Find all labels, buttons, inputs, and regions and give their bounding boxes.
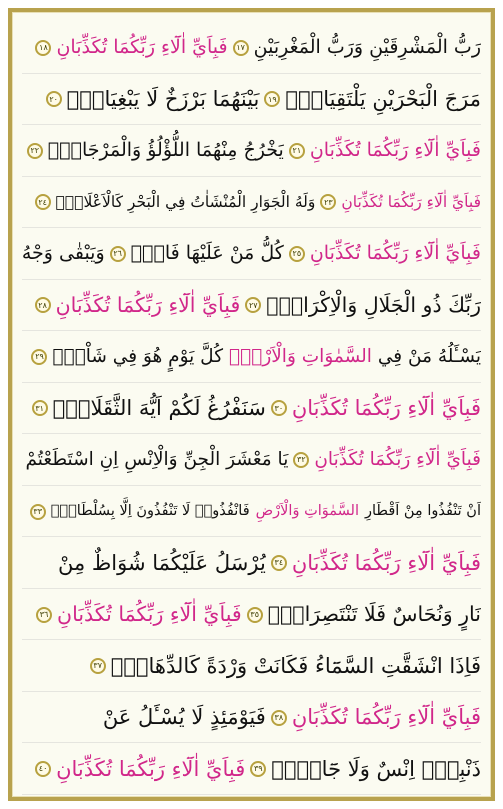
highlighted-phrase: فَبِاَيِّ اٰلَٓاءِ رَبِّكُمَا تُكَذِّبَانِ [341,193,481,212]
verse-text: يَسْـَٔلُهُ مَنْ فِي [377,345,481,367]
verse-line [22,692,481,744]
verse-text: فَانْفُذُواۜ لَا تَنْفُذُونَ اِلَّا بِسُلْطَانٍۚ [50,502,250,519]
verse-line [22,640,481,692]
verse-line [22,589,481,641]
verse-line [22,434,481,486]
highlighted-phrase: فَبِاَيِّ اٰلَٓاءِ رَبِّكُمَا تُكَذِّبَانِ [291,705,481,730]
ayah-number-marker: ٢٢ [27,143,43,159]
ayah-number-marker: ٢٨ [35,297,51,313]
highlighted-phrase: فَبِاَيِّ اٰلَٓاءِ رَبِّكُمَا تُكَذِّبَانِ [309,242,481,265]
verse-line [22,125,481,177]
ayah-number-marker: ٣٧ [90,658,106,674]
verse-text: سَنَفْرُغُ لَكُمْ اَيُّهَ الثَّقَلَانِۚ [52,395,266,420]
verse-text: رَبُّ الْمَشْرِقَيْنِ وَرَبُّ الْمَغْرِبَيْنِ [253,36,481,59]
highlighted-phrase: فَبِاَيِّ اٰلَٓاءِ رَبِّكُمَا تُكَذِّبَانِ [291,550,481,575]
ayah-number-marker: ٢٣ [320,194,336,210]
verse-text: يَا مَعْشَرَ الْجِنِّ وَالْاِنْسِ اِنِ اسْتَطَعْتُمْ [25,448,289,470]
ayah-number-marker: ٣٨ [271,710,287,726]
ayah-number-marker: ٣٦ [36,607,52,623]
verse-text: ذَنْبِه۪ٓ اِنْسٌ وَلَا جَٓانٌّۚ [271,756,481,781]
page-frame [8,8,495,801]
verse-line [22,177,481,229]
verse-line [22,486,481,538]
ayah-number-marker: ٢٥ [289,246,305,262]
verse-line [22,22,481,74]
verse-line [22,743,481,795]
verse-text: وَلَهُ الْجَوَارِ الْمُنْشَاٰتُ فِي الْبَحْرِ كَالْاَعْلَامِۚ [55,193,316,212]
ayah-number-marker: ٢٠ [46,91,62,107]
verse-line [22,331,481,383]
verse-line [22,383,481,435]
verse-line [22,537,481,589]
highlighted-phrase: فَبِاَيِّ اٰلَٓاءِ رَبِّكُمَا تُكَذِّبَانِ [291,395,481,420]
highlighted-phrase: فَبِاَيِّ اٰلَٓاءِ رَبِّكُمَا تُكَذِّبَانِ [57,602,242,627]
ayah-number-marker: ٣١ [32,400,48,416]
verse-line [22,280,481,332]
verse-text: بَيْنَهُمَا بَرْزَخٌ لَا يَبْغِيَانِۚ [66,86,260,111]
verse-text: كُلَّ يَوْمٍ هُوَ فِي شَاْنٍۚ [52,345,224,367]
ayah-number-marker: ٣٠ [271,400,287,416]
highlighted-phrase: السَّمٰوَاتِ وَالْاَرْضِۜ [229,345,372,367]
verse-text: فَاِذَا انْشَقَّتِ السَّمَٓاءُ فَكَانَتْ وَرْدَةً كَالدِّهَانِۚ [110,653,481,678]
ayah-number-marker: ٢٧ [245,297,261,313]
verse-line [22,228,481,280]
highlighted-phrase: فَبِاَيِّ اٰلَٓاءِ رَبِّكُمَا تُكَذِّبَانِ [314,448,481,470]
ayah-number-marker: ٣٢ [293,452,309,468]
ayah-number-marker: ٣٩ [250,761,266,777]
verse-text: رَبِّكَ ذُو الْجَلَالِ وَالْاِكْرَامِۚ [266,293,481,318]
highlighted-phrase: السَّمٰوَاتِ وَالْاَرْضِ [255,502,360,519]
ayah-number-marker: ١٩ [264,91,280,107]
highlighted-phrase: فَبِاَيِّ اٰلَٓاءِ رَبِّكُمَا تُكَذِّبَانِ [55,293,241,318]
highlighted-phrase: فَبِاَيِّ اٰلَٓاءِ رَبِّكُمَا تُكَذِّبَانِ [56,36,228,59]
verse-line [22,74,481,126]
ayah-number-marker: ٣٣ [30,504,46,520]
verse-text: فَيَوْمَئِذٍ لَا يُسْـَٔلُ عَنْ [102,705,266,730]
ayah-number-marker: ٢١ [289,143,305,159]
verse-text: مَرَجَ الْبَحْرَيْنِ يَلْتَقِيَانِۙ [285,86,481,111]
ayah-number-marker: ٢٦ [110,246,126,262]
highlighted-phrase: فَبِاَيِّ اٰلَٓاءِ رَبِّكُمَا تُكَذِّبَانِ [309,139,481,162]
text-lines [22,22,481,787]
verse-text: يُرْسَلُ عَلَيْكُمَا شُوَاظٌ مِنْ [57,550,266,575]
ayah-number-marker: ٣٥ [247,607,263,623]
verse-text: وَيَبْقٰى وَجْهُ [22,242,105,265]
verse-text: كُلُّ مَنْ عَلَيْهَا فَانٍۚ [130,242,284,265]
ayah-number-marker: ٤٠ [35,761,51,777]
highlighted-phrase: فَبِاَيِّ اٰلَٓاءِ رَبِّكُمَا تُكَذِّبَانِ [56,756,246,781]
ayah-number-marker: ١٧ [233,40,249,56]
ayah-number-marker: ٣٤ [271,555,287,571]
ayah-number-marker: ٢٤ [35,194,51,210]
verse-text: يَخْرُجُ مِنْهُمَا اللُّؤْلُؤُ وَالْمَرْجَانُۚ [47,139,284,162]
verse-text: اَنْ تَنْفُذُوا مِنْ اَقْطَارِ [365,502,481,519]
ayah-number-marker: ٢٩ [31,349,47,365]
verse-text: نَارٍ وَنُحَاسٌ فَلَا تَنْتَصِرَانِۚ [267,602,481,627]
ayah-number-marker: ١٨ [35,40,51,56]
